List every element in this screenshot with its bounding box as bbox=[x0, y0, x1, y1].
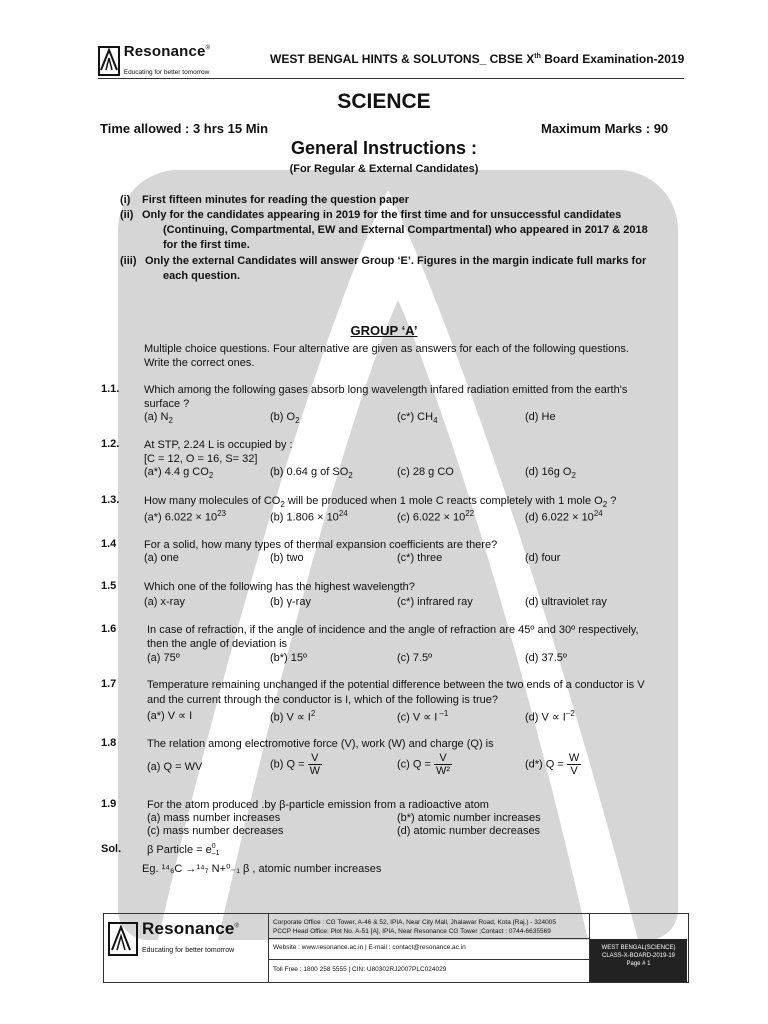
toll-free: Toll Free : 1800 258 5555 | CIN: U80302RJ2007PLC024029 bbox=[273, 966, 447, 973]
time-allowed: Time allowed : 3 hrs 15 Min bbox=[100, 121, 269, 136]
option-b: (b*) 15º bbox=[270, 652, 308, 664]
option-d: (d) 16g $O_2$ bbox=[525, 466, 576, 481]
option-c: (c) mass number decreases bbox=[147, 825, 284, 837]
logo-name: Resonance bbox=[123, 43, 206, 60]
question-number: 1.1. bbox=[101, 383, 120, 395]
option-b: (b) $O_2$ bbox=[270, 411, 300, 426]
question-text: Temperature remaining unchanged if the potential difference between the two ends of a conductor is V bbox=[147, 679, 645, 691]
resonance-logo-icon bbox=[108, 922, 138, 956]
instructions-heading: General Instructions : bbox=[290, 138, 478, 158]
question-text: Which among the following gases absorb long wavelength infared radiation emitted from the earth's bbox=[144, 384, 628, 396]
question-number: 1.8 bbox=[101, 737, 117, 749]
option-c: (c) $6.022 \times 10^{22}$ bbox=[397, 509, 475, 524]
option-d: (d) He bbox=[525, 411, 556, 423]
option-a: (a) Q = WV bbox=[147, 761, 203, 773]
page-number: Page # 1 bbox=[626, 961, 651, 967]
solution-example: Eg. ¹⁴₆C →¹⁴₇ N+⁰₋₁ β , atomic number increases bbox=[142, 863, 382, 875]
option-b: (b) two bbox=[270, 552, 304, 564]
solution-text: β Particle = e 0 –1 bbox=[147, 843, 220, 858]
question-text: Which one of the following has the highest wavelength? bbox=[144, 581, 415, 593]
option-d: (d) four bbox=[525, 552, 561, 564]
page-code-subject: WEST BENGAL(SCIENCE) bbox=[601, 945, 676, 951]
option-d: (d) $V \propto I^{-2}$ bbox=[525, 709, 575, 724]
question-number: 1.9 bbox=[101, 798, 117, 810]
subject-title: SCIENCE bbox=[337, 90, 431, 113]
solution-label: Sol. bbox=[101, 843, 122, 855]
instruction-text: (Continuing, Compartmental, EW and External Compartmental) who appeared in 2017 & 2018 bbox=[163, 224, 648, 236]
option-a: (a) x-ray bbox=[144, 596, 185, 608]
maximum-marks: Maximum Marks : 90 bbox=[541, 121, 669, 136]
question-text: surface ? bbox=[144, 398, 190, 410]
option-d: (d) ultraviolet ray bbox=[525, 596, 607, 608]
logo-name: Resonance bbox=[142, 919, 235, 938]
option-a: (a*) $6.022 \times 10^{23}$ bbox=[144, 509, 226, 524]
instruction-text: Only the external Candidates will answer Group ‘E’. Figures in the margin indicate full marks for bbox=[145, 255, 647, 267]
website-email: Website : www.resonance.ac.in | E-mail : contact@resonance.ac.in bbox=[273, 944, 466, 951]
option-b: (b) $1.806 \times 10^{24}$ bbox=[270, 509, 348, 524]
logo-tagline: Educating for better tomorrow bbox=[142, 947, 235, 954]
logo-reg: ® bbox=[205, 45, 210, 52]
option-a: (a) $N_2$ bbox=[144, 411, 173, 426]
question-number: 1.2. bbox=[101, 438, 120, 450]
question-text: [C = 12, O = 16, S= 32] bbox=[144, 453, 258, 465]
pccp-office: PCCP Head Office: Plot No. A-51 [A], IPIA, Near Resonance CG Tower ;Contact : 0744-6635569 bbox=[273, 928, 551, 935]
option-d: (d*) Q = $\frac{W}{V}$ bbox=[525, 752, 580, 777]
option-c: (c) 28 g CO bbox=[397, 466, 454, 478]
option-d: (d) $6.022 \times 10^{24}$ bbox=[525, 509, 603, 524]
option-c: (c) V ∝ I $^{-1}$ bbox=[397, 709, 449, 724]
group-intro: Multiple choice questions. Four alternative are given as answers for each of the following questions. bbox=[144, 343, 629, 355]
resonance-logo-icon bbox=[98, 46, 120, 76]
logo-tagline: Educating for better tomorrow bbox=[123, 69, 210, 76]
option-a: (a) mass number increases bbox=[147, 812, 281, 824]
instruction-num: (i) bbox=[120, 194, 131, 206]
question-text: For a solid, how many types of thermal expansion coefficients are there? bbox=[144, 539, 498, 551]
question-text: The relation among electromotive force (V), work (W) and charge (Q) is bbox=[147, 738, 494, 750]
question-text: and the current through the conductor is I, which of the following is true? bbox=[147, 694, 498, 706]
option-b: (b) 0.64 g of $SO_2$ bbox=[270, 466, 353, 481]
option-b: (b) γ-ray bbox=[270, 596, 311, 608]
question-text: In case of refraction, if the angle of incidence and the angle of refraction are 45º and 30º respectively, bbox=[147, 624, 639, 636]
option-d: (d) 37.5º bbox=[525, 652, 567, 664]
question-number: 1.5 bbox=[101, 580, 117, 592]
header-title: WEST BENGAL HINTS & SOLUTONS_ CBSE Xth Board Examination-2019 bbox=[270, 52, 685, 66]
question-text: then the angle of deviation is bbox=[147, 638, 288, 650]
header-logo bbox=[98, 43, 210, 76]
instruction-num: (ii) bbox=[120, 209, 134, 221]
instruction-text: Only for the candidates appearing in 2019 for the first time and for unsuccessful candidates bbox=[142, 209, 622, 221]
option-c: (c*) three bbox=[397, 552, 443, 564]
option-b: (b) Q = $\frac{V}{W}$ bbox=[270, 752, 320, 777]
question-number: 1.7 bbox=[101, 678, 117, 690]
group-intro: Write the correct ones. bbox=[144, 357, 255, 369]
option-c: (c) Q = $\frac{V}{\text{W²}}$ bbox=[397, 752, 451, 777]
page-code-box bbox=[590, 939, 687, 982]
page-code-class: CLASS-X-BOARD-2019-19 bbox=[601, 953, 676, 959]
footer-logo: Resonance® Educating for better tomorrow bbox=[108, 921, 239, 957]
question-text: For the atom produced .by β-particle emission from a radioactive atom bbox=[147, 799, 489, 811]
option-b: (b) $V \propto I^2$ bbox=[270, 709, 316, 724]
option-a: (a*) V ∝ I bbox=[147, 710, 193, 722]
option-a: (a) 75º bbox=[147, 652, 180, 664]
corporate-office: Corporate Office : CG Tower, A-46 & 52, IPIA, Near City Mall, Jhalawar Road, Kota (Raj.) - 324005 bbox=[273, 919, 556, 926]
question-number: 1.3. bbox=[101, 494, 120, 506]
option-a: (a) one bbox=[144, 552, 179, 564]
question-number: 1.4 bbox=[101, 538, 117, 550]
option-c: (c) 7.5º bbox=[397, 652, 433, 664]
header-divider bbox=[98, 78, 684, 79]
footer-divider bbox=[268, 938, 589, 939]
group-title: GROUP ‘A’ bbox=[350, 323, 418, 338]
question-text: How many molecules of $CO_2$ will be produced when 1 mole C reacts completely with 1 mole $O_2$ ? bbox=[144, 495, 617, 510]
footer-divider bbox=[268, 913, 269, 982]
option-b: (b*) atomic number increases bbox=[397, 812, 541, 824]
question-number: 1.6 bbox=[101, 623, 117, 635]
option-c: (c*) infrared ray bbox=[397, 596, 473, 608]
instruction-text: for the first time. bbox=[163, 239, 250, 251]
instruction-text: each question. bbox=[163, 270, 241, 282]
question-text: At STP, 2.24 L is occupied by : bbox=[144, 439, 293, 451]
option-a: (a*) 4.4 g $CO_2$ bbox=[144, 466, 214, 481]
footer-divider bbox=[268, 959, 589, 960]
instruction-num: (iii) bbox=[120, 255, 137, 267]
instructions-subheading: (For Regular & External Candidates) bbox=[289, 163, 479, 175]
option-d: (d) atomic number decreases bbox=[397, 825, 541, 837]
option-c: (c*) $CH_4$ bbox=[397, 411, 438, 426]
instruction-text: First fifteen minutes for reading the question paper bbox=[142, 194, 410, 206]
